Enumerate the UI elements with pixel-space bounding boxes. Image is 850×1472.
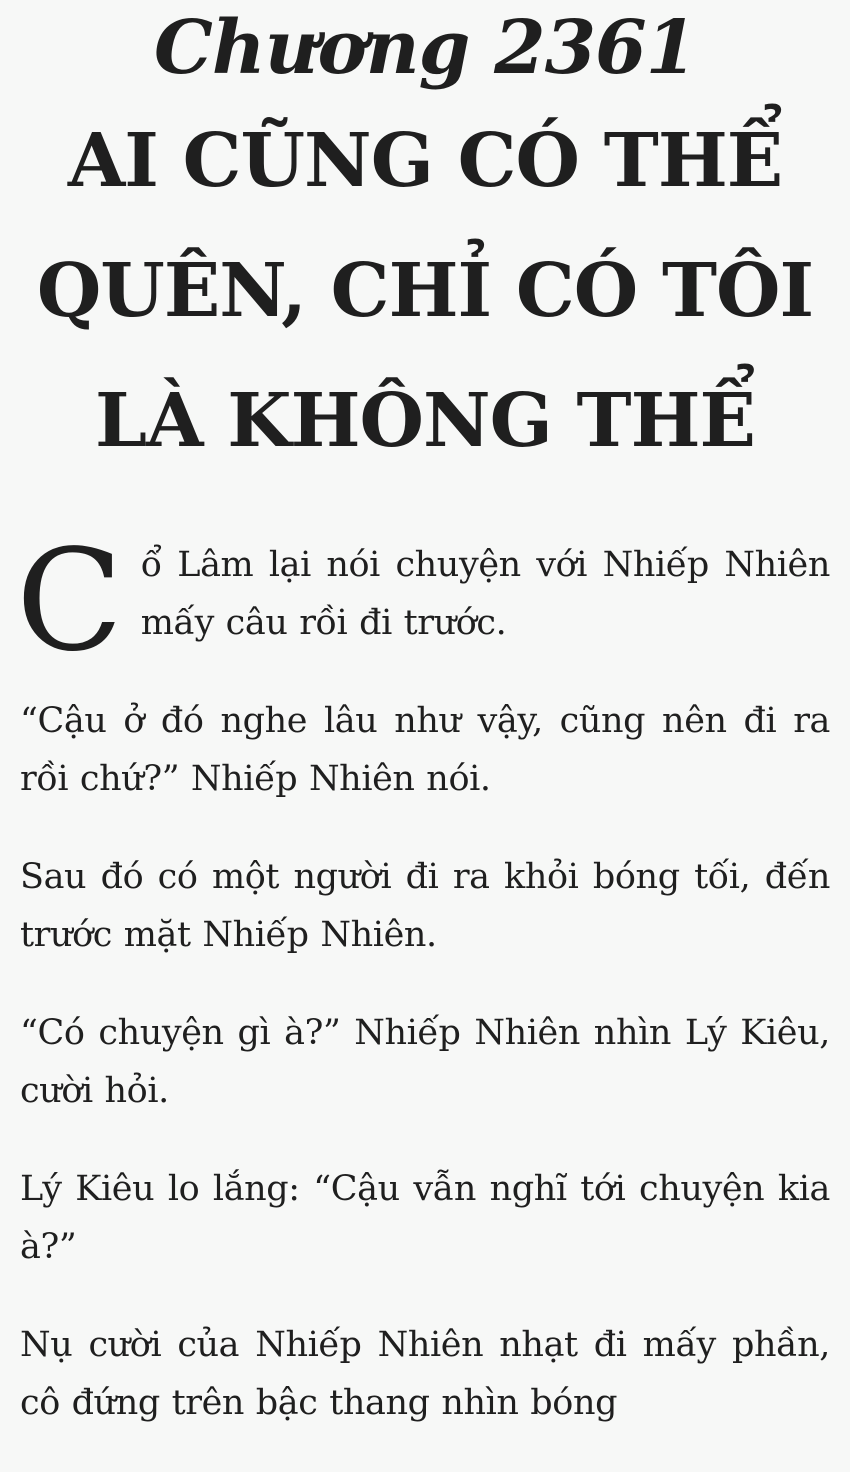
chapter-title: [20, 96, 830, 486]
chapter-content: [16, 520, 830, 1432]
chapter-title-line: QUÊN, CHỈ CÓ TÔI: [36, 248, 814, 334]
paragraph: “Cậu ở đó nghe lâu như vậy, cũng nên đi ra rồi chứ?” Nhiếp Nhiên nói.: [20, 701, 830, 799]
reader-page: [16, 0, 830, 1472]
paragraph-text: ổ Lâm lại nói chuyện với Nhiếp Nhiên mấy câu rồi đi trước.: [140, 545, 830, 643]
paragraph: “Có chuyện gì à?” Nhiếp Nhiên nhìn Lý Kiêu, cười hỏi.: [20, 1013, 830, 1111]
paragraph: [16, 520, 830, 683]
chapter-title-line: LÀ KHÔNG THỂ: [95, 378, 755, 464]
chapter-number: Chương 2361: [153, 5, 697, 91]
chapter-title-line: AI CŨNG CÓ THỂ: [67, 118, 783, 204]
drop-cap: C: [16, 520, 123, 683]
paragraph: Lý Kiêu lo lắng: “Cậu vẫn nghĩ tới chuyện kia à?”: [20, 1169, 830, 1267]
paragraph: Sau đó có một người đi ra khỏi bóng tối, đến trước mặt Nhiếp Nhiên.: [20, 857, 830, 955]
paragraph: Nụ cười của Nhiếp Nhiên nhạt đi mấy phần, cô đứng trên bậc thang nhìn bóng: [20, 1325, 830, 1423]
